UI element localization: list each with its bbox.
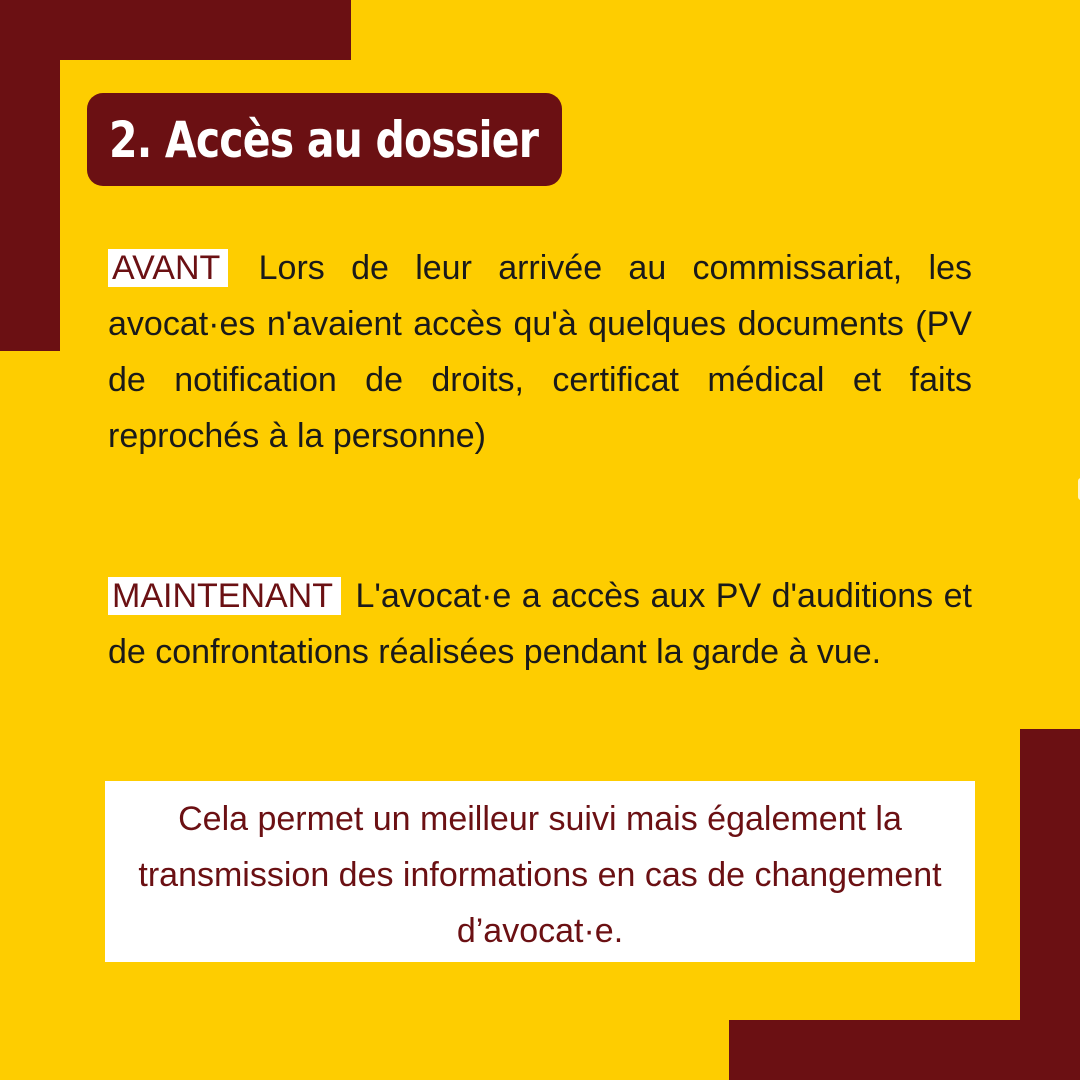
page-title: 2. Accès au dossier <box>109 110 539 169</box>
decor-left-bar <box>0 0 60 351</box>
before-text: Lors de leur arrivée au commissariat, les avocat·es n'avaient accès qu'à quelques documents (PV de notification de droits, certificat médical et faits reprochés à la personne) <box>108 249 973 455</box>
title-badge <box>87 93 562 186</box>
before-tag: AVANT <box>108 249 228 287</box>
note-text: Cela permet un meilleur suivi mais également la transmission des informations en cas de changement d’avocat·e. <box>138 799 942 950</box>
now-paragraph <box>108 568 972 680</box>
note-box <box>105 781 975 962</box>
now-tag: MAINTENANT <box>108 577 341 615</box>
before-paragraph <box>108 240 972 464</box>
now-text: L'avocat·e a accès aux PV d'auditions et de confrontations réalisées pendant la garde à vue. <box>108 577 972 671</box>
decor-bottom-right-bar <box>729 1020 1080 1080</box>
